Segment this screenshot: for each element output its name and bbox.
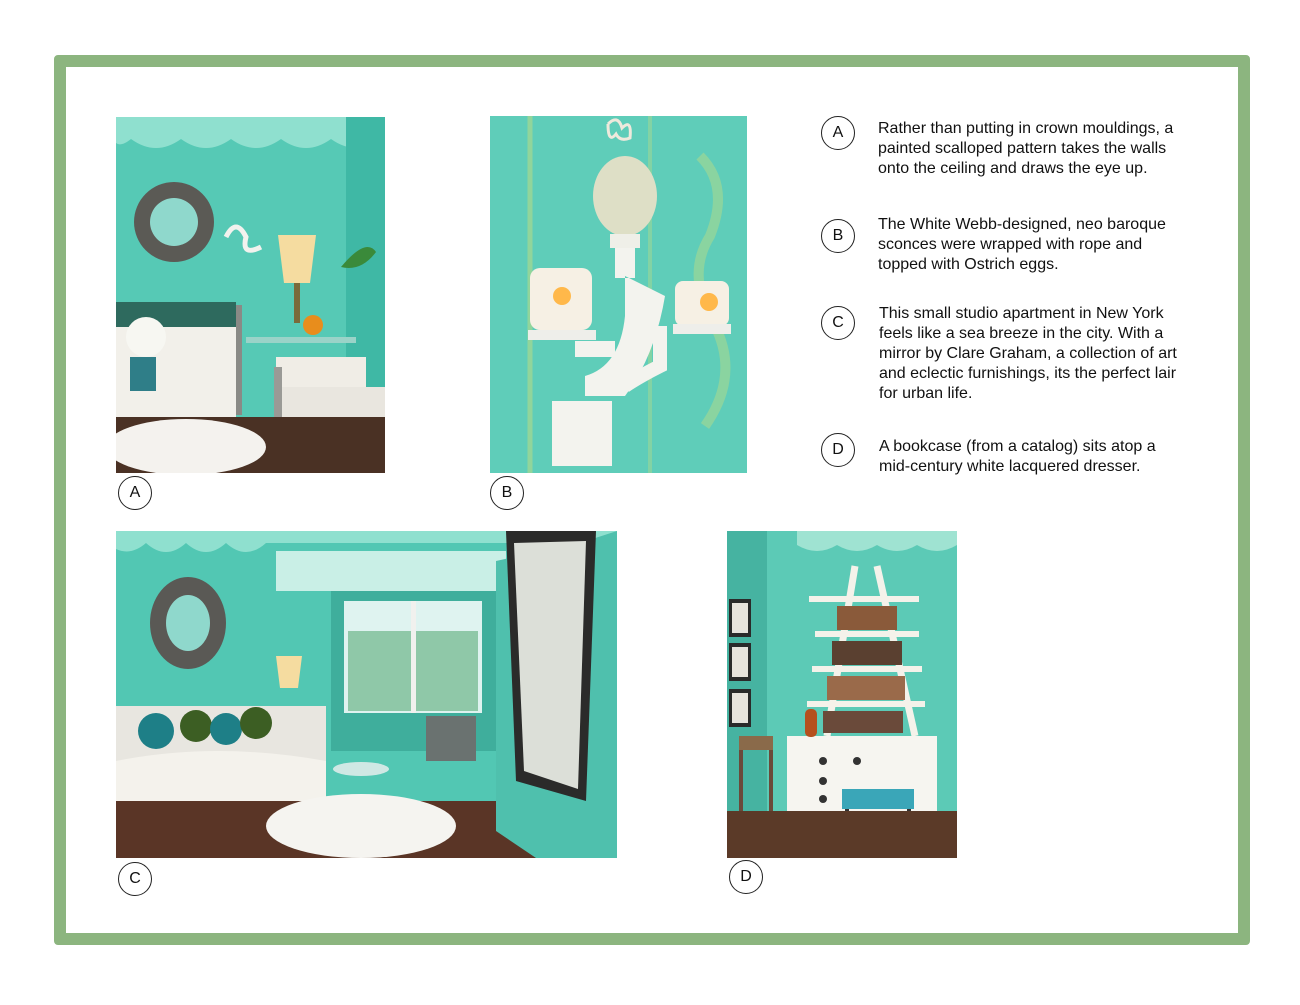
caption-c: This small studio apartment in New York feels like a sea breeze in the city. With a mirror by Clare Graham, a collection of art and eclectic furnishings, its the perfect lair for urban life. (879, 305, 1177, 402)
caption-label-a: A (821, 116, 855, 150)
photo-b-image (490, 116, 747, 473)
photo-a (116, 117, 385, 473)
caption-b: The White Webb-designed, neo baroque sconces were wrapped with rope and topped with Ostrich eggs. (878, 216, 1166, 273)
photo-b (490, 116, 747, 473)
photo-d-image (727, 531, 957, 858)
photo-c (116, 531, 617, 858)
photo-label-a: A (118, 476, 152, 510)
caption-label-d: D (821, 433, 855, 467)
photo-a-image (116, 117, 385, 473)
photo-d (727, 531, 957, 858)
caption-d: A bookcase (from a catalog) sits atop a mid-century white lacquered dresser. (879, 438, 1156, 475)
photo-c-image (116, 531, 617, 858)
photo-label-d: D (729, 860, 763, 894)
caption-a: Rather than putting in crown mouldings, a painted scalloped pattern takes the walls onto the ceiling and draws the eye up. (878, 120, 1174, 177)
caption-label-c: C (821, 306, 855, 340)
photo-label-c: C (118, 862, 152, 896)
caption-label-b: B (821, 219, 855, 253)
photo-label-b: B (490, 476, 524, 510)
